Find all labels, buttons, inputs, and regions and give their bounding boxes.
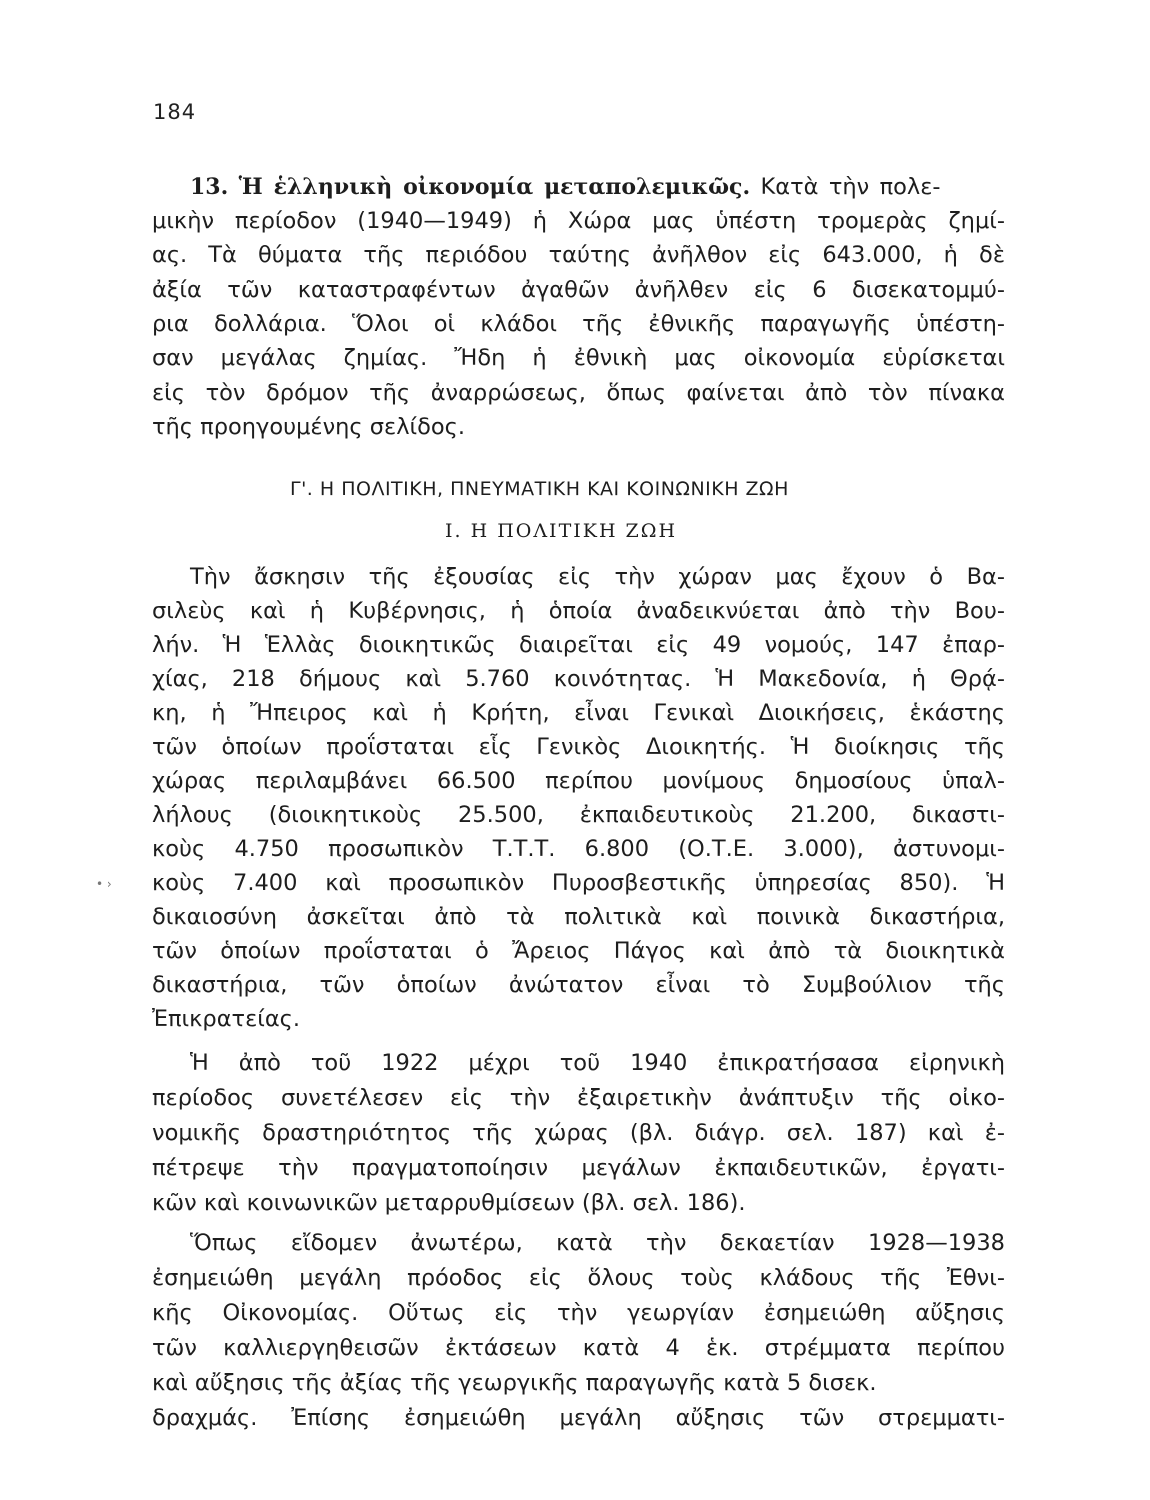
text-line: Τὴν ἄσκησιν τῆς ἐξουσίας εἰς τὴν χώραν μας ἔχουν ὁ Βα-	[190, 564, 1005, 590]
text-line: ἀξία τῶν καταστραφέντων ἀγαθῶν ἀνῆλθεν εἰς 6 δισεκατομμύ-	[152, 277, 1005, 303]
page-number: 184	[153, 100, 197, 124]
text-line: κοὺς 7.400 καὶ προσωπικὸν Πυροσβεστικῆς ὑπηρεσίας 850). Ἡ	[152, 870, 1005, 896]
text-line: δικαστήρια, τῶν ὁποίων ἀνώτατον εἶναι τὸ Συμβούλιον τῆς	[152, 972, 1005, 998]
text-line: κῆς Οἰκονομίας. Οὕτως εἰς τὴν γεωργίαν ἐσημειώθη αὔξησις	[152, 1300, 1005, 1326]
text-line: μικὴν περίοδον (1940—1949) ἡ Χώρα μας ὑπέστη τρομερὰς ζημί-	[152, 208, 1005, 234]
text-line: περίοδος συνετέλεσεν εἰς τὴν ἐξαιρετικὴν ἀνάπτυξιν τῆς οἰκο-	[152, 1085, 1005, 1111]
text-line: ας. Τὰ θύματα τῆς περιόδου ταύτης ἀνῆλθον εἰς 643.000, ἡ δὲ	[152, 242, 1005, 268]
section-heading: Γ'. Η ΠΟΛΙΤΙΚΗ, ΠΝΕΥΜΑΤΙΚΗ ΚΑΙ ΚΟΙΝΩΝΙΚΗ ΖΩΗ	[290, 478, 789, 500]
text-line: Ὅπως εἴδομεν ἀνωτέρω, κατὰ τὴν δεκαετίαν 1928—1938	[190, 1230, 1005, 1256]
text-line: ἐσημειώθη μεγάλη πρόοδος εἰς ὅλους τοὺς κλάδους τῆς Ἐθνι-	[152, 1265, 1005, 1291]
text-line: σιλεὺς καὶ ἡ Κυβέρνησις, ἡ ὁποία ἀναδεικνύεται ἀπὸ τὴν Βου-	[152, 598, 1005, 624]
text-line: τῶν ὁποίων προΐσταται ὁ Ἄρειος Πάγος καὶ ἀπὸ τὰ διοικητικὰ	[152, 938, 1005, 964]
text-line: τῆς προηγουμένης σελίδος.	[152, 414, 466, 440]
text-line: χίας, 218 δήμους καὶ 5.760 κοινότητας. Ἡ Μακεδονία, ἡ Θρᾴ-	[152, 666, 1005, 692]
sub-heading: Ι. Η ΠΟΛΙΤΙΚΗ ΖΩΗ	[445, 520, 678, 542]
text-line: πέτρεψε τὴν πραγματοποίησιν μεγάλων ἐκπαιδευτικῶν, ἐργατι-	[152, 1155, 1006, 1181]
section-13-number: 13.	[190, 174, 229, 200]
text-line: Ἡ ἀπὸ τοῦ 1922 μέχρι τοῦ 1940 ἐπικρατήσασα εἰρηνικὴ	[190, 1050, 1005, 1076]
text-line: σαν μεγάλας ζημίας. Ἤδη ἡ ἐθνικὴ μας οἰκονομία εὑρίσκεται	[152, 345, 1005, 371]
text-line: ρια δολλάρια. Ὅλοι οἱ κλάδοι τῆς ἐθνικῆς παραγωγῆς ὑπέστη-	[152, 311, 1006, 337]
text-line: τῶν καλλιεργηθεισῶν ἐκτάσεων κατὰ 4 ἑκ. στρέμματα περίπου	[152, 1335, 1006, 1361]
text-line: καὶ αὔξησις τῆς ἀξίας τῆς γεωργικῆς παραγωγῆς κατὰ 5 δισεκ.	[152, 1370, 877, 1396]
text-line: δραχμάς. Ἐπίσης ἐσημειώθη μεγάλη αὔξησις τῶν στρεμματι-	[152, 1405, 1006, 1431]
text-line: δικαιοσύνη ἀσκεῖται ἀπὸ τὰ πολιτικὰ καὶ ποινικὰ δικαστήρια,	[152, 904, 1005, 930]
text-line: κη, ἡ Ἤπειρος καὶ ἡ Κρήτη, εἶναι Γενικαὶ Διοικήσεις, ἑκάστης	[152, 700, 1006, 726]
section-13-title-line	[190, 170, 940, 204]
text-line: τῶν ὁποίων προΐσταται εἷς Γενικὸς Διοικητής. Ἡ διοίκησις τῆς	[152, 734, 1005, 760]
text-line: νομικῆς δραστηριότητος τῆς χώρας (βλ. διάγρ. σελ. 187) καὶ ἐ-	[152, 1120, 1005, 1146]
text-line: λήν. Ἡ Ἑλλὰς διοικητικῶς διαιρεῖται εἰς 49 νομούς, 147 ἐπαρ-	[152, 632, 1006, 658]
text-line: χώρας περιλαμβάνει 66.500 περίπου μονίμους δημοσίους ὑπαλ-	[152, 768, 1005, 794]
text-line: κῶν καὶ κοινωνικῶν μεταρρυθμίσεων (βλ. σελ. 186).	[152, 1190, 746, 1216]
section-13-first-line-rest: Κατὰ τὴν πολε-	[760, 174, 941, 200]
text-line: λήλους (διοικητικοὺς 25.500, ἐκπαιδευτικοὺς 21.200, δικαστι-	[152, 802, 1006, 828]
text-line: Ἐπικρατείας.	[152, 1006, 301, 1032]
margin-mark: • ›	[96, 877, 112, 891]
text-line: εἰς τὸν δρόμον τῆς ἀναρρώσεως, ὅπως φαίνεται ἀπὸ τὸν πίνακα	[152, 380, 1005, 406]
section-13-title: Ἡ ἑλληνικὴ οἰκονομία μεταπολεμικῶς.	[238, 174, 751, 200]
text-line: κοὺς 4.750 προσωπικὸν Τ.Τ.Τ. 6.800 (Ο.Τ.Ε. 3.000), ἀστυνομι-	[152, 836, 1005, 862]
